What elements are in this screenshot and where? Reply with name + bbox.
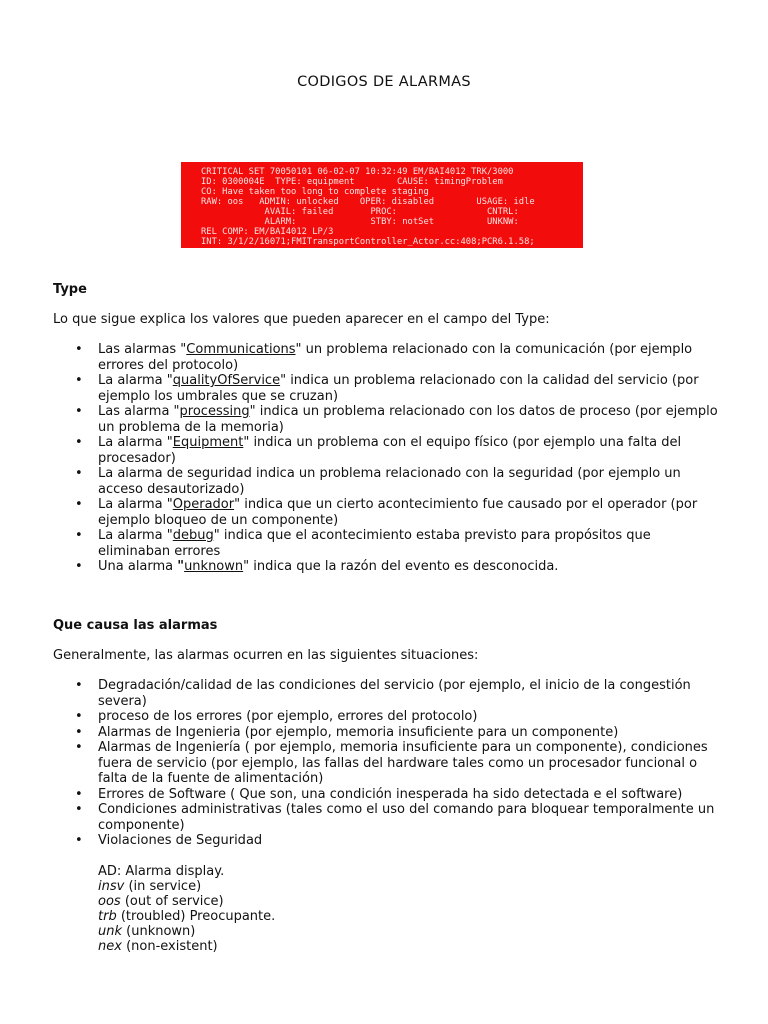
term-link: processing: [179, 404, 250, 419]
alarm-line: CO: Have taken too long to complete staging: [201, 187, 429, 197]
list-item: • La alarma "qualityOfService" indica un problema relacionado con la calidad del servicio (por ejemplo los umbrales que se cruzan): [53, 373, 723, 404]
legend-item: nex (non-existent): [98, 939, 218, 954]
legend-item: insv (in service): [98, 879, 202, 894]
legend-item: trb (troubled) Preocupante.: [98, 909, 276, 924]
causes-list: [53, 678, 723, 849]
list-item: • Condiciones administrativas (tales como el uso del comando para bloquear temporalmente un componente): [53, 802, 723, 833]
type-list: [53, 342, 723, 575]
term-link: qualityOfService: [172, 373, 281, 388]
list-item: • La alarma "debug" indica que el acontecimiento estaba previsto para propósitos que eliminaban errores: [53, 528, 723, 559]
alarm-line: ID: 0300004E TYPE: equipment CAUSE: timingProblem: [201, 177, 503, 187]
list-item: • proceso de los errores (por ejemplo, errores del protocolo): [53, 709, 723, 725]
type-intro: Lo que sigue explica los valores que pueden aparecer en el campo del Type:: [53, 312, 550, 327]
list-item: • Las alarmas "Communications" un problema relacionado con la comunicación (por ejemplo errores del protocolo): [53, 342, 723, 373]
term-link: debug: [172, 528, 214, 543]
list-item: • Alarmas de Ingeniería ( por ejemplo, memoria insuficiente para un componente), condiciones fuera de servicio (por ejemplo, las fallas del hardware tales como un procesador funcional o falta de la fuente de alimentación): [53, 740, 723, 787]
causes-intro: Generalmente, las alarmas ocurren en las siguientes situaciones:: [53, 648, 479, 663]
term-link: Communications: [186, 342, 296, 357]
page-title: CODIGOS DE ALARMAS: [297, 74, 471, 90]
alarm-line: RAW: oos ADMIN: unlocked OPER: disabled USAGE: idle: [201, 197, 535, 207]
section-heading-type: Type: [53, 282, 87, 297]
list-item: • La alarma de seguridad indica un problema relacionado con la seguridad (por ejemplo un acceso desautorizado): [53, 466, 723, 497]
section-heading-causes: Que causa las alarmas: [53, 618, 218, 633]
alarm-line: INT: 3/1/2/16071;FMITransportController_Actor.cc:408;PCR6.1.58;: [201, 237, 535, 247]
list-item: • Una alarma "unknown" indica que la razón del evento es desconocida.: [53, 559, 723, 575]
legend-item: AD: Alarma display.: [98, 864, 225, 879]
list-item: • Las alarma "processing" indica un problema relacionado con los datos de proceso (por ejemplo un problema de la memoria): [53, 404, 723, 435]
status-legend: [98, 864, 275, 954]
alarm-line: REL COMP: EM/BAI4012 LP/3: [201, 227, 334, 237]
term-link: unknown: [184, 559, 244, 574]
list-item: • Violaciones de Seguridad: [53, 833, 723, 849]
alarm-line: AVAIL: failed PROC: CNTRL:: [201, 207, 519, 217]
legend-item: oos (out of service): [98, 894, 224, 909]
list-item: • Alarmas de Ingenieria (por ejemplo, memoria insuficiente para un componente): [53, 725, 723, 741]
term-link: Operador: [172, 497, 235, 512]
list-item: • Degradación/calidad de las condiciones del servicio (por ejemplo, el inicio de la congestión severa): [53, 678, 723, 709]
list-item: • La alarma "Equipment" indica un problema con el equipo físico (por ejemplo una falta del procesador): [53, 435, 723, 466]
alarm-line: CRITICAL SET 70050101 06-02-07 10:32:49 EM/BAI4012 TRK/3000: [201, 167, 514, 177]
list-item: • Errores de Software ( Que son, una condición inesperada ha sido detectada e el software): [53, 787, 723, 803]
alarm-line: ALARM: STBY: notSet UNKNW:: [201, 217, 519, 227]
list-item: • La alarma "Operador" indica que un cierto acontecimiento fue causado por el operador (por ejemplo bloqueo de un componente): [53, 497, 723, 528]
term-link: Equipment: [172, 435, 244, 450]
alarm-display-image: [181, 162, 583, 248]
legend-item: unk (unknown): [98, 924, 196, 939]
